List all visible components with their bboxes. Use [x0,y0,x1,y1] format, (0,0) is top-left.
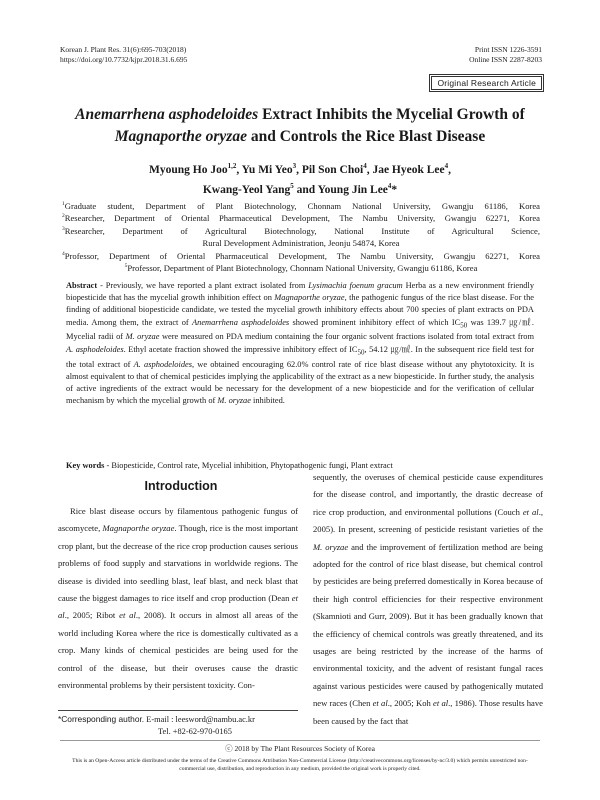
abstract-text: the pathogenic fungus of the rice blast disease. For the finding of additional biopesticide candidate, we tested the mycelial growth inhibitory effects about 700 species of plant extracts on PDA media. Among them, the extract of [66,293,535,327]
abstract-species: A. asphodeloides [133,359,192,369]
affiliations [62,200,540,274]
body-text: ., 1986). Those results have been caused by the fact that [313,698,543,726]
body-italic: et al [119,610,136,621]
abstract-text: Herba as a new environment friendly biopesticide that has the mycelial growth inhibition effect on [66,281,535,303]
abstract-species: M. oryzae [217,396,251,406]
online-issn: Online ISSN 2287-8203 [469,55,542,64]
body-italic: et al [433,698,449,709]
author-conjunction: and [293,184,318,196]
affiliation-text: Researcher, Department of Agricultural Biotechnology, National Institute of Agricultural Science, [64,225,540,236]
abstract-text: was 139.7 ㎍/㎖. Mycelial radii of [66,317,534,342]
affiliation-number: 5 [124,263,128,270]
body-italic: M. oryzae [313,541,349,552]
body-italic: et al [58,593,298,621]
affiliation-3 [62,225,540,237]
abstract-species: M. oryzae [125,332,160,342]
article-type-badge [429,74,544,92]
abstract-species: Magnaporthe oryzae, [274,293,347,303]
abstract-subscript: 50 [460,321,468,330]
author-name: Myoung Ho Joo [149,164,228,176]
affiliation-2 [62,212,540,224]
section-heading-introduction: Introduction [144,479,218,493]
affiliation-4 [62,250,540,262]
corresponding-author [58,710,298,738]
abstract-text: , we obtained encouraging 62.0% control rate of rice blast disease without any phytotoxicity. It is almost equivalent to that of chemical pesticides implying the applicability of the extract as a new biopesticide. In further study, the analysis of active ingredients of the extract would be necessary for the development of a new biopesticide and for the verification of cellular mechanism by which the mycelial growth of [66,359,534,406]
author-affil-sup: 1,2 [227,162,237,171]
author-name: Kwang-Yeol Yang [202,184,291,196]
journal-header-right [469,45,542,65]
body-text: ., 2005; Koh [387,698,434,709]
affiliation-number: 1 [62,201,65,208]
affiliation-number: 2 [62,213,65,220]
copyright-notice: ⓒ 2018 by The Plant Resources Society of Korea [225,744,375,753]
body-italic: Magnaporthe oryzae [102,523,175,534]
corresponding-tel: Tel. +82-62-970-0165 [158,727,232,736]
body-text: sequently, the overuses of chemical pesticide cause expenditures for the disease control, and importantly, the drastic decrease of rice crop production, and environmental pollutions (Couch [313,472,543,517]
title-species-2: Magnaporthe oryzae [114,128,247,145]
affiliation-text: Professor, Department of Oriental Pharmaceutical Development, The Nambu University, Gwangju 62271, Korea [64,250,540,261]
body-italic: et al [522,506,539,517]
abstract-text: were measured on PDA medium containing the four organic solvent fractions isolated from total extract from [159,332,534,342]
affiliation-text: Rural Development Administration, Jeonju 54874, Korea [202,238,400,249]
affiliation-text: Professor, Department of Plant Biotechnology, Chonnam National University, Gwangju 61186, Korea [127,263,478,274]
abstract [66,280,534,407]
author-affil-sup: 3 [292,162,297,171]
author-name: Yu Mi Yeo [241,164,293,176]
body-text: ., 2008). It occurs in almost all areas of the world including Korea where the rice is domestically cultivated as a crop. Many kinds of chemical pesticides are being used for the control of the disease, but their overuses cause the drastic environmental problems by their persistent toxicity. Con- [58,610,298,691]
affiliation-number: 3 [62,225,65,232]
doi-link[interactable]: https://doi.org/10.7732/kjpr.2018.31.6.695 [60,55,188,64]
body-text: Rice blast disease occurs by filamentous pathogenic fungus of ascomycete, [58,506,298,534]
corresponding-label: *Corresponding author. [58,714,145,724]
affiliation-1 [62,200,540,212]
author-affil-sup: 4 [444,162,449,171]
paper-title [50,104,550,148]
body-text: ., 2005; Ribot [64,610,120,621]
title-text-2: and Controls the Rice Blast Disease [246,128,486,145]
journal-header-left [60,45,187,65]
body-text: ., 2005). In present, screening of pesticide resistant varieties of the [313,506,543,535]
article-type-label: Original Research Article [431,76,542,90]
body-text: . Though, rice is the most important crop plant, but the decrease of the rice crop production causes serious problems of food supply and starvations in worldwide regions. The disease is divided into seedling blast, leaf blast, and neck blast that cause the biggest damages to rice itself and crop production (Dean [58,523,298,604]
keywords-label: Key words [66,461,105,470]
affiliation-text: Researcher, Department of Oriental Pharmaceutical Development, The Nambu University, Gwangju 62271, Korea [64,213,540,224]
affiliation-number: 4 [62,250,65,257]
author-name: Young Jin Lee [317,184,388,196]
author-affil-sup: 4 [363,162,367,171]
corresponding-email[interactable]: E-mail : leesword@nambu.ac.kr [144,715,255,724]
journal-citation: Korean J. Plant Res. 31(6):695-703(2018) [60,45,187,54]
body-italic: et al [372,698,388,709]
intro-left-column [58,503,298,694]
title-text-1: Extract Inhibits the Mycelial Growth of [258,106,525,123]
abstract-species: Anemarrhena asphodeloides [192,317,290,327]
title-species-1: Anemarrhena asphodeloides [75,106,259,123]
abstract-subscript: 50 [357,348,365,357]
abstract-text: - Previously, we have reported a plant extract isolated from [97,281,309,290]
abstract-text: showed prominent inhibitory effect of which IC [289,317,461,327]
affiliation-3-cont [62,237,540,249]
author-name: Pil Son Choi [301,164,364,176]
author-affil-sup: 5 [290,182,294,191]
keywords-text: - Biopesticide, Control rate, Mycelial inhibition, Phytopathogenic fungi, Plant extract [104,461,393,470]
author-list: Myoung Ho Joo$^{1,2}$, Yu Mi Yeo$^3$, Pil Son Choi$^4$, Jae Hyeok Lee$^4$, Kwang-Yeol Yang$^5$ and Young Jin Lee$^4$* [149,162,451,196]
footer-divider [60,740,540,741]
author-affil-sup: 4 [387,182,392,191]
print-issn: Print ISSN 1226-3591 [474,45,542,54]
abstract-text: . Ethyl acetate fraction showed the impressive inhibitory effect of IC [123,344,358,354]
abstract-species: A. asphodeloides [66,344,124,354]
body-text: and the improvement of fertilization method are being adopted for the control of rice blast disease, but chemical control by pesticides are being preferred domestically in Korea because of their high control efficiencies for their respective environment (Skamnioti and Gurr, 2009). But it has been gradually known that the efficiency of chemical controls was greatly threatened, and its usages are being restricted by the increase of the harms of environmental toxicity, and the advent of resistant fungal races against various pesticides were caused by pathogenically mutated new races (Chen [313,541,543,709]
intro-right-column [313,469,543,730]
affiliation-5 [62,262,540,274]
abstract-species: Lysimachia foenum gracum [308,281,403,290]
affiliation-text: Graduate student, Department of Plant Biotechnology, Chonnam National University, Gwangju 61186, Korea [64,201,540,211]
abstract-label: Abstract [66,281,98,290]
corresponding-mark: * [391,184,398,196]
author-name: Jae Hyeok Lee [372,164,445,176]
license-notice: This is an Open-Access article distributed under the terms of the Creative Commons Attribution Non-Commercial License (http://creativecommons.org/licenses/by-nc/3.0) which permits unrestricted non-commercial use, distribution, and reproduction in any medium, provided the original work is properly cited. [72,758,528,772]
abstract-text: , 54.12 ㎍/㎖. In the subsequent rice field test for the total extract of [66,344,534,369]
abstract-text: inhibited. [250,396,285,406]
